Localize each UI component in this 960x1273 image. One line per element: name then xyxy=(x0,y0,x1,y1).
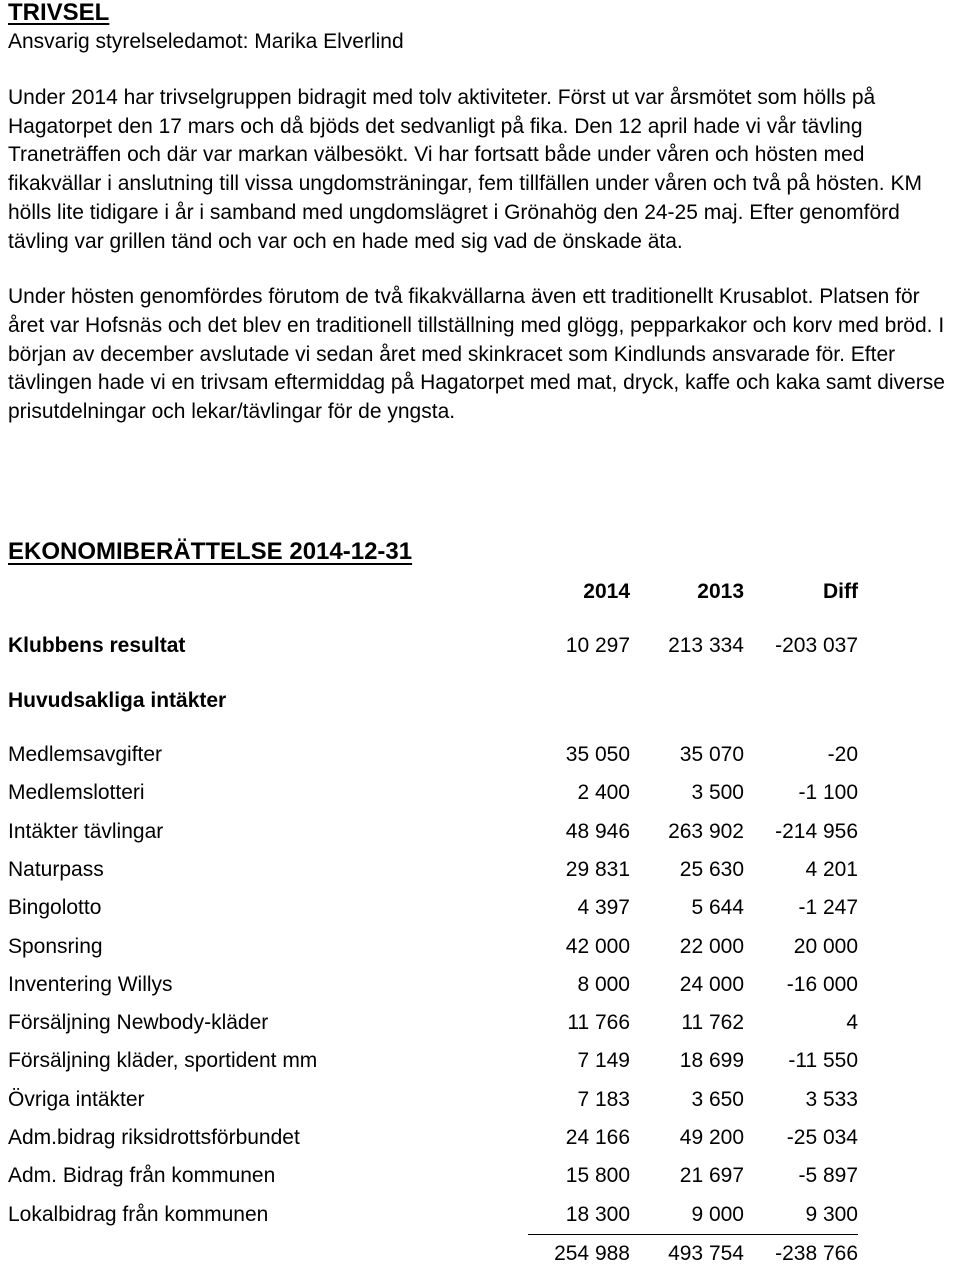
row-value-2013: 25 630 xyxy=(679,857,744,881)
trivsel-paragraph-2: Under hösten genomfördes förutom de två fikakvällarna även ett traditionellt Krusablot. Platsen för året var Hofsnäs och det blev en traditionell tillställning med glögg, pepparkakor och korv med bröd. I början av december avslutade vi sedan året med skinkracet som Kindlunds ansvarade för. Efter tävlingen hade vi en trivsam eftermiddag på Hagatorpet med mat, dryck, kaffe och kaka samt diverse prisutdelningar och lekar/tävlingar för de yngsta. xyxy=(8,285,945,424)
row-value-2014: 35 050 xyxy=(565,743,630,767)
row-label: Adm. Bidrag från kommunen xyxy=(8,1164,276,1188)
result-row xyxy=(8,627,858,665)
row-value-diff: -16 000 xyxy=(786,972,858,996)
row-value-2014: 2 400 xyxy=(577,781,630,805)
spacer-row xyxy=(8,611,858,627)
row-label: Naturpass xyxy=(8,857,104,881)
row-value-2013: 49 200 xyxy=(679,1126,744,1149)
table-row xyxy=(8,966,858,1004)
row-value-2014: 18 300 xyxy=(528,1195,630,1234)
row-label: Försäljning Newbody-kläder xyxy=(8,1011,269,1035)
row-value-2013: 18 699 xyxy=(679,1049,744,1073)
row-value-2013: 3 500 xyxy=(691,781,744,805)
header-2014: 2014 xyxy=(583,580,630,604)
table-row xyxy=(8,1042,858,1080)
row-value-2014: 7 183 xyxy=(577,1087,630,1111)
total-row xyxy=(8,1234,858,1273)
row-label: Bingolotto xyxy=(8,896,102,920)
row-label: Intäkter tävlingar xyxy=(8,819,164,843)
table-row xyxy=(8,927,858,965)
row-label: Medlemslotteri xyxy=(8,781,145,805)
row-value-diff: -1 247 xyxy=(798,896,858,920)
row-value-2014: 4 397 xyxy=(577,896,630,920)
table-row xyxy=(8,889,858,927)
row-value-diff: 4 xyxy=(846,1011,858,1035)
result-2014: 10 297 xyxy=(565,634,630,658)
row-value-2013: 9 000 xyxy=(630,1195,744,1234)
table-row xyxy=(8,1195,858,1234)
table-row xyxy=(8,1119,858,1157)
row-value-diff: 3 533 xyxy=(805,1087,858,1111)
result-2013: 213 334 xyxy=(668,634,744,658)
row-value-2013: 11 762 xyxy=(681,1011,744,1035)
table-row xyxy=(8,774,858,812)
row-value-2013: 21 697 xyxy=(679,1164,744,1188)
row-label: Försäljning kläder, sportident mm xyxy=(8,1049,318,1073)
row-value-diff: 4 201 xyxy=(805,857,858,881)
row-value-2013: 263 902 xyxy=(668,819,744,843)
total-label-empty xyxy=(8,1234,528,1273)
table-row xyxy=(8,1081,858,1119)
row-label: Övriga intäkter xyxy=(8,1087,145,1111)
total-diff: -238 766 xyxy=(775,1241,858,1265)
table-row xyxy=(8,1004,858,1042)
row-value-diff: 20 000 xyxy=(793,934,858,958)
row-value-2014: 7 149 xyxy=(577,1049,630,1073)
table-row xyxy=(8,851,858,889)
row-value-2013: 22 000 xyxy=(679,934,744,958)
trivsel-paragraph-1: Under 2014 har trivselgruppen bidragit med tolv aktiviteter. Först ut var årsmötet som hölls på Hagatorpet den 17 mars och då bjöds det sedvanligt på fika. Den 12 april hade vi vår tävling Traneträffen och där var markan välbesökt. Vi har fortsatt både under våren och hösten med fikakvällar i anslutning till vissa ungdomsträningar, fem tillfällen under våren och två på hösten. KM hölls lite tidigare i år i samband med ungdomslägret i Grönahög den 24-25 maj. Efter genomförd tävling var grillen tänd och var och en hade med sig vad de önskade äta. xyxy=(8,86,922,253)
row-value-2014: 8 000 xyxy=(577,972,630,996)
row-label: Sponsring xyxy=(8,934,103,958)
header-empty xyxy=(8,573,528,611)
row-value-2014: 11 766 xyxy=(567,1011,630,1035)
row-value-2013: 35 070 xyxy=(679,743,744,767)
row-value-diff: 9 300 xyxy=(744,1195,858,1234)
table-row xyxy=(8,812,858,850)
row-value-2014: 29 831 xyxy=(565,857,630,881)
header-diff: Diff xyxy=(823,580,858,604)
spacer-row xyxy=(8,720,858,736)
income-heading-row xyxy=(8,682,858,720)
row-label: Inventering Willys xyxy=(8,972,173,996)
row-value-2014: 15 800 xyxy=(565,1164,630,1188)
row-label: Lokalbidrag från kommunen xyxy=(8,1202,269,1226)
row-value-2013: 3 650 xyxy=(691,1087,744,1111)
row-value-2013: 24 000 xyxy=(679,972,744,996)
result-diff: -203 037 xyxy=(775,634,858,658)
document-page xyxy=(8,0,956,1265)
row-value-diff: -214 956 xyxy=(775,819,858,843)
table-row xyxy=(8,1157,858,1195)
row-value-2014: 48 946 xyxy=(565,819,630,843)
row-label: Medlemsavgifter xyxy=(8,743,163,767)
row-value-2014: 24 166 xyxy=(565,1126,630,1149)
row-value-2014: 42 000 xyxy=(565,934,630,958)
row-label: Adm.bidrag riksidrottsförbundet xyxy=(8,1126,300,1149)
trivsel-heading: TRIVSEL xyxy=(8,0,110,26)
row-value-diff: -11 550 xyxy=(788,1049,858,1073)
income-heading: Huvudsakliga intäkter xyxy=(8,688,227,712)
result-label: Klubbens resultat xyxy=(8,634,186,658)
header-2013: 2013 xyxy=(697,580,744,604)
table-row xyxy=(8,736,858,774)
economy-table xyxy=(8,573,858,1273)
row-value-diff: -20 xyxy=(827,743,858,767)
row-value-diff: -25 034 xyxy=(786,1126,858,1149)
row-value-diff: -5 897 xyxy=(798,1164,858,1188)
spacer-row xyxy=(8,666,858,682)
responsible-person: Ansvarig styrelseledamot: Marika Elverlind xyxy=(8,30,404,53)
table-header-row xyxy=(8,573,858,611)
economy-heading: EKONOMIBERÄTTELSE 2014-12-31 xyxy=(8,538,413,565)
total-2013: 493 754 xyxy=(668,1241,744,1265)
total-2014: 254 988 xyxy=(554,1241,630,1265)
row-value-2013: 5 644 xyxy=(691,896,744,920)
row-value-diff: -1 100 xyxy=(798,781,858,805)
